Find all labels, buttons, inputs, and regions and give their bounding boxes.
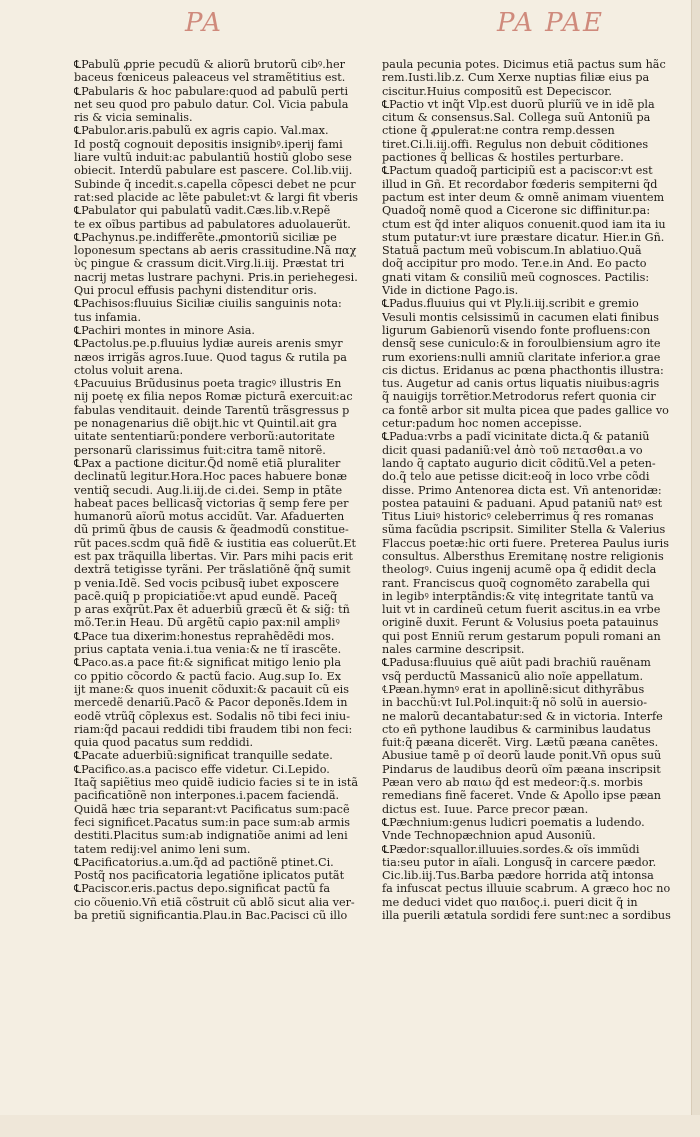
text-line: citum & consensus.Sal. Collega suũ Antoniũ pa	[382, 111, 651, 125]
text-line: Postq̃ nos pacificatoria legatiõne iplicatos putãt	[74, 869, 345, 883]
text-line: qui post Enniũ rerum gestarum populi romani an	[382, 629, 661, 643]
text-line: est pax trãquilla libertas. Vir. Pars mihi pacis erit	[74, 549, 353, 563]
text-line: ℄Pabularis & hoc pabulare:quod ad pabulũ perti	[74, 84, 349, 98]
text-line: obiecit. Interdũ pabulare est pascere. Col.lib.viij.	[74, 164, 353, 178]
text-line: ctione q̃ ꝓpulerat:ne contra remp.dessen	[382, 124, 615, 138]
text-line: feci significet.Pacatus sum:in pace sum:ab armis	[74, 815, 351, 829]
text-line: fa infuscat pectus illuuie scabrum. A græco hoc no	[382, 882, 671, 896]
text-line: ℄Pactolus.pe.p.fluuius lydiæ aureis arenis smyr	[74, 337, 343, 351]
text-line: dũ primũ q̃bus de causis & q̃eadmodũ constitue-	[74, 523, 349, 537]
text-line: ℄Pachisos:fluuius Siciliæ ciuilis sanguinis nota:	[74, 297, 342, 311]
text-line: vsq̃ perductũ Massanicũ alio noĩe appellatum.	[382, 669, 644, 683]
page-edge	[691, 0, 700, 1137]
text-line: in bacchũ:vt Iul.Pol.inquit:q̃ nõ solũ in auersio-	[382, 696, 647, 710]
text-line: Qui procul effusis pachyni distenditur oris.	[74, 284, 317, 298]
text-line: rant. Franciscus quoq̃ cognomẽto zarabella qui	[382, 576, 650, 590]
text-line: ne malorũ decantabatur:sed & in victoria. Interfe	[382, 709, 663, 723]
text-line: in legibꝰ interptãndis:& vitę integritate tantũ va	[382, 589, 654, 603]
text-line: habeat paces bellicasq̃ victorias q̃ semp fere per	[74, 496, 349, 510]
text-line: ℄Pactum quadoq̃ participiũ est a paciscor:vt est	[382, 164, 653, 178]
text-line: illa puerili ætatula sordidi fere sunt:nec a sordibus	[382, 909, 671, 922]
text-line: ℄Padusa:fluuius quẽ aiũt padi brachiũ rauẽnam	[382, 656, 651, 670]
text-line: tus. Augetur ad canis ortus liquatis niuibus:agris	[382, 377, 660, 391]
right-column	[382, 58, 674, 922]
text-line: te ex oĩbus partibus ad pabulatores aduolauerũt.	[74, 217, 351, 231]
text-line: originẽ duxit. Ferunt & Volusius poeta patauinus	[382, 616, 659, 630]
running-head-left: PA	[185, 8, 223, 38]
text-line: Vide in dictione Pago.is.	[382, 284, 519, 298]
text-line: nacrij metas lustrare pachyni. Pris.in periehegesi.	[74, 270, 358, 284]
text-line: dictus est. Iuue. Parce precor pæan.	[382, 802, 589, 816]
text-line: ba pretiũ significantia.Plau.in Bac.Pacisci cũ illo	[74, 909, 348, 922]
text-line: stum putatur:vt iure præstare dicatur. Hier.in Gñ.	[382, 230, 665, 244]
text-line: ctum est q̃d inter aliquos conuenit.quod iam ita iu	[382, 217, 666, 231]
text-line: ℄Padus.fluuius qui vt Ply.li.iij.scribit e gremio	[382, 297, 639, 311]
text-line: q̃ nauigijs torrẽtior.Metrodorus refert quonia cir	[382, 390, 656, 404]
text-line: Quadoq̃ nomẽ quod a Cicerone sic diffinitur.pa:	[382, 204, 651, 218]
text-line: fabulas venditauit. deinde Tarentũ trãsgressus p	[74, 403, 350, 417]
text-line: ℄Pæan.hymnꝰ erat in apollinẽ:sicut dithyrãbus	[382, 682, 645, 696]
text-line: cis dictus. Eridanus ac pœna phacthontis illustra:	[382, 363, 664, 377]
text-line: quia quod pacatus sum reddidi.	[74, 736, 254, 750]
text-line: ℄Pactio vt inq̃t Vlp.est duorũ plurĩũ ve in idẽ pla	[382, 97, 655, 111]
text-line: dicit quasi padaniũ:vel ἀπὸ τοῦ πετασθαι.a vo	[382, 443, 643, 457]
text-line: Vnde Technopæchnion apud Ausoniũ.	[382, 829, 596, 843]
text-line: ℄Pabulũ ꝓprie pecudũ & aliorũ brutorũ cibꝰ.her	[74, 58, 345, 71]
text-line: rem.Iusti.lib.z. Cum Xerxe nuptias filiæ eius pa	[382, 71, 650, 85]
text-line: illud in Gñ. Et recordabor fœderis sempiterni q̃d	[382, 177, 658, 191]
text-line: rũt paces.scdm quã fidẽ & iustitia eas coluerũt.Et	[74, 536, 357, 550]
text-line: ℄Pachiri montes in minore Asia.	[74, 323, 255, 337]
text-line: Vesuli montis celsissimũ in cacumen elati finibus	[382, 310, 660, 324]
text-line: ℄Pabulor.aris.pabulũ ex agris capio. Val.max.	[74, 124, 329, 138]
text-line: cio cõuenio.Vñ etiã cõstruit cũ ablõ sicut alia ver-	[74, 895, 355, 909]
text-line: ℄Pachynus.pe.indifferẽte.ꝓmontoriũ siciliæ pe	[74, 230, 337, 244]
left-column	[74, 58, 364, 922]
text-line: rum exoriens:nulli amniũ claritate inferior.a grae	[382, 350, 661, 364]
text-line: pactum est inter deum & omnẽ animam viuentem	[382, 190, 665, 204]
text-line: Flaccus poetæ:hic orti fuere. Preterea Paulus iuris	[382, 536, 669, 550]
text-line: tus infamia.	[74, 310, 142, 324]
text-line: nij poetę ex filia nepos Romæ picturã exercuit:ac	[74, 390, 353, 404]
text-line: ℄Pax a pactione dicitur.Q̃d nomẽ etiã pluraliter	[74, 456, 341, 470]
text-line: ℄Padua:vrbs a padĩ vicinitate dicta.q̃ & pataniũ	[382, 430, 650, 444]
text-line: nales carmine descripsit.	[382, 643, 525, 657]
text-line: loponesum spectans ab aeris crassitudine.Nã παχ	[74, 244, 357, 258]
text-line: p aras exq̃rũt.Pax ẽt aduerbiũ græcũ ẽt & sig̃: tñ	[74, 603, 350, 617]
text-line: mõ.Ter.in Heau. Dũ argẽtũ capio pax:nil ampliꝰ	[74, 616, 340, 630]
text-line: Subinde q̃ incedit.s.capella cõpesci debet ne pcur	[74, 177, 356, 191]
text-line: ligurum Gabienorũ visendo fonte profluens:con	[382, 323, 651, 337]
text-line: tiret.Ci.li.iij.offi. Regulus non debuit cõditiones	[382, 137, 649, 151]
text-line: disse. Primo Antenorea dicta est. Vñ antenoridæ:	[382, 483, 662, 497]
text-line: ciscitur.Huius compositũ est Depeciscor.	[382, 84, 612, 98]
text-line: næos irrigãs agros.Iuue. Quod tagus & rutila pa	[74, 350, 347, 364]
text-line: ℄Pædor:squallor.illuuies.sordes.& oĩs immũdi	[382, 842, 640, 856]
text-line: luit vt in cardineũ cetum fuerit ascitus.in ea vrbe	[382, 603, 661, 617]
text-line: Abusiue tamẽ p oĩ deorũ laude ponit.Vñ opus suũ	[382, 749, 662, 763]
text-line: gnati vitam & consiliũ meũ cognosces. Pactilis:	[382, 270, 650, 284]
text-line: me deduci videt quo παιδος.i. pueri dicit q̃ in	[382, 895, 638, 909]
running-head-right: PA PAE	[497, 8, 605, 38]
text-line: ctolus voluit arena.	[74, 363, 184, 377]
text-line: fuit:q̃ pæana dicerẽt. Virg. Lætũ pæana canẽtes.	[382, 736, 659, 750]
text-line: prius captata venia.i.tua venia:& ne tĩ irascẽte.	[74, 643, 342, 657]
text-line: ventiq̃ secudi. Aug.li.iij.de ci.dei. Semp in ptãte	[74, 483, 343, 497]
text-line: cto eñ pythone laudibus & carminibus laudatus	[382, 722, 651, 736]
text-line: ℄Pæchnium:genus ludicri poematis a ludendo.	[382, 815, 645, 829]
text-line: ℄Pace tua dixerim:honestus reprahẽdẽdi mos.	[74, 629, 335, 643]
text-line: riam:q̃d pacaui reddidi tibi fraudem tibi non feci:	[74, 722, 353, 736]
text-line: pe nonagenarius diẽ obijt.hic vt Quintil.ait gra	[74, 417, 337, 431]
text-line: theologꝰ. Cuius ingenij acumẽ opa q̃ edidit decla	[382, 563, 657, 577]
text-line: ℄Pacate aduerbiũ:significat tranquille sedate.	[74, 749, 333, 763]
text-line: co ppitio cõcordo & pactũ facio. Aug.sup Io. Ex	[74, 669, 342, 683]
text-line: Cic.lib.iij.Tus.Barba pædore horrida atq̃ intonsa	[382, 869, 654, 883]
text-line: ὺς pingue & crassum dicit.Virg.li.iij. Præstat tri	[74, 257, 345, 271]
text-line: ℄Pacifico.as.a pacisco effe videtur. Ci.Lepido.	[74, 762, 330, 776]
text-line: p venia.Idẽ. Sed vocis pcibusq̃ iubet exposcere	[74, 576, 340, 590]
text-line: remedians finẽ faceret. Vnde & Apollo ipse pæan	[382, 789, 661, 803]
text-line: sũma facũdia pscripsit. Similiter Stella & Valerius	[382, 523, 666, 537]
text-line: paula pecunia potes. Dicimus etiã pactus sum hãc	[382, 58, 666, 71]
text-line: ℄Pabulator qui pabulatũ vadit.Cæs.lib.v.Repẽ	[74, 204, 331, 218]
text-line: Id postq̃ cognouit depositis insignibꝰ.iperij fami	[74, 137, 343, 151]
text-line: consultus. Albersthus Eremitanę nostre religionis	[382, 549, 664, 563]
text-line: mercedẽ denariũ.Pacõ & Pacor deponẽs.Idem in	[74, 696, 348, 710]
text-line: ℄Pacificatorius.a.um.q̃d ad pactiõnẽ ptinet.Ci.	[74, 855, 334, 869]
text-line: Statuã pactum meũ vobiscum.In ablatiuo.Quã	[382, 244, 642, 258]
text-line: tia:seu putor in aĩali. Longusq̃ in carcere pædor.	[382, 855, 657, 869]
text-line: baceus fœniceus paleaceus vel stramẽtitius est.	[74, 71, 346, 85]
text-line: ℄Pacuuius Brũdusinus poeta tragicꝰ illustris En	[74, 377, 342, 391]
text-line: declinatũ legitur.Hora.Hoc paces habuere bonæ	[74, 470, 348, 484]
text-line: rat:sed placide ac lẽte pabulet:vt & largi fit vberis	[74, 190, 359, 204]
text-line: densq̃ sese cuniculo:& in foroulbiensium agro ite	[382, 337, 661, 351]
text-line: pactiones q̃ bellicas & hostiles perturbare.	[382, 151, 624, 165]
text-line: Pæan vero ab παιω q̃d est medeor:q̃.s. morbis	[382, 776, 643, 790]
text-line: cetur:padum hoc nomen accepisse.	[382, 417, 582, 431]
page-bottom-margin	[0, 1115, 700, 1137]
text-line: personarũ clarissimus fuit:citra tamẽ nitorẽ.	[74, 443, 326, 457]
text-line: net seu quod pro pabulo datur. Col. Vicia pabula	[74, 97, 349, 111]
text-line: ijt mane:& quos inuenit cõduxit:& pacauit cũ eis	[74, 682, 349, 696]
text-line: dextrã tetigisse tyrãni. Per trãslatiõnẽ q̃nq̃ sumit	[74, 563, 351, 577]
text-line: Titus Liuiꝰ historicꝰ celeberrimus q̃ res romanas	[382, 510, 654, 524]
text-line: pacificatiõnẽ non interpones.i.pacem faciendã.	[74, 789, 340, 803]
text-line: eodẽ vtrũq̃ cõplexus est. Sodalis nõ tibi feci iniu-	[74, 709, 350, 723]
text-line: postea patauini & paduani. Apud pataniũ natꝰ est	[382, 496, 663, 510]
text-line: Pindarus de laudibus deorũ oĩm pæana inscripsit	[382, 762, 661, 776]
text-line: tatem redij:vel animo leni sum.	[74, 842, 251, 856]
text-line: ca fontẽ arbor sit multa picea que pades gallice vo	[382, 403, 669, 417]
text-line: humanorũ aĩorũ motus accidũt. Var. Afaduerten	[74, 510, 345, 524]
text-line: Itaq̃ sapiẽtius meo quidẽ iudicio facies si te in istã	[74, 776, 359, 790]
text-line: uitate sententiarũ:pondere verborũ:autoritate	[74, 430, 335, 444]
text-line: pacẽ.quiq̃ p propiciatiõe:vt apud eundẽ. Paceq̃	[74, 589, 338, 603]
text-line: ℄Paciscor.eris.pactus depo.significat pactũ fa	[74, 882, 330, 896]
text-line: ℄Paco.as.a pace fit:& significat mitigo lenio pla	[74, 656, 342, 670]
text-line: Quidã hæc tria separant:vt Pacificatus sum:pacẽ	[74, 802, 350, 816]
text-line: liare vultũ induit:ac pabulantiũ hostiũ globo sese	[74, 151, 352, 165]
text-line: doq̃ accipitur pro modo. Ter.e.in And. Eo pacto	[382, 257, 647, 271]
text-line: lando q̃ captato augurio dicit cõditũ.Vel a peten-	[382, 456, 656, 470]
text-line: ris & vicia seminalis.	[74, 111, 193, 125]
text-line: destiti.Placitus sum:ab indignatiõe animi ad leni	[74, 829, 348, 843]
text-line: do.q̃ telo aue petisse dicit:eoq̃ in loco vrbe cõdi	[382, 470, 650, 484]
